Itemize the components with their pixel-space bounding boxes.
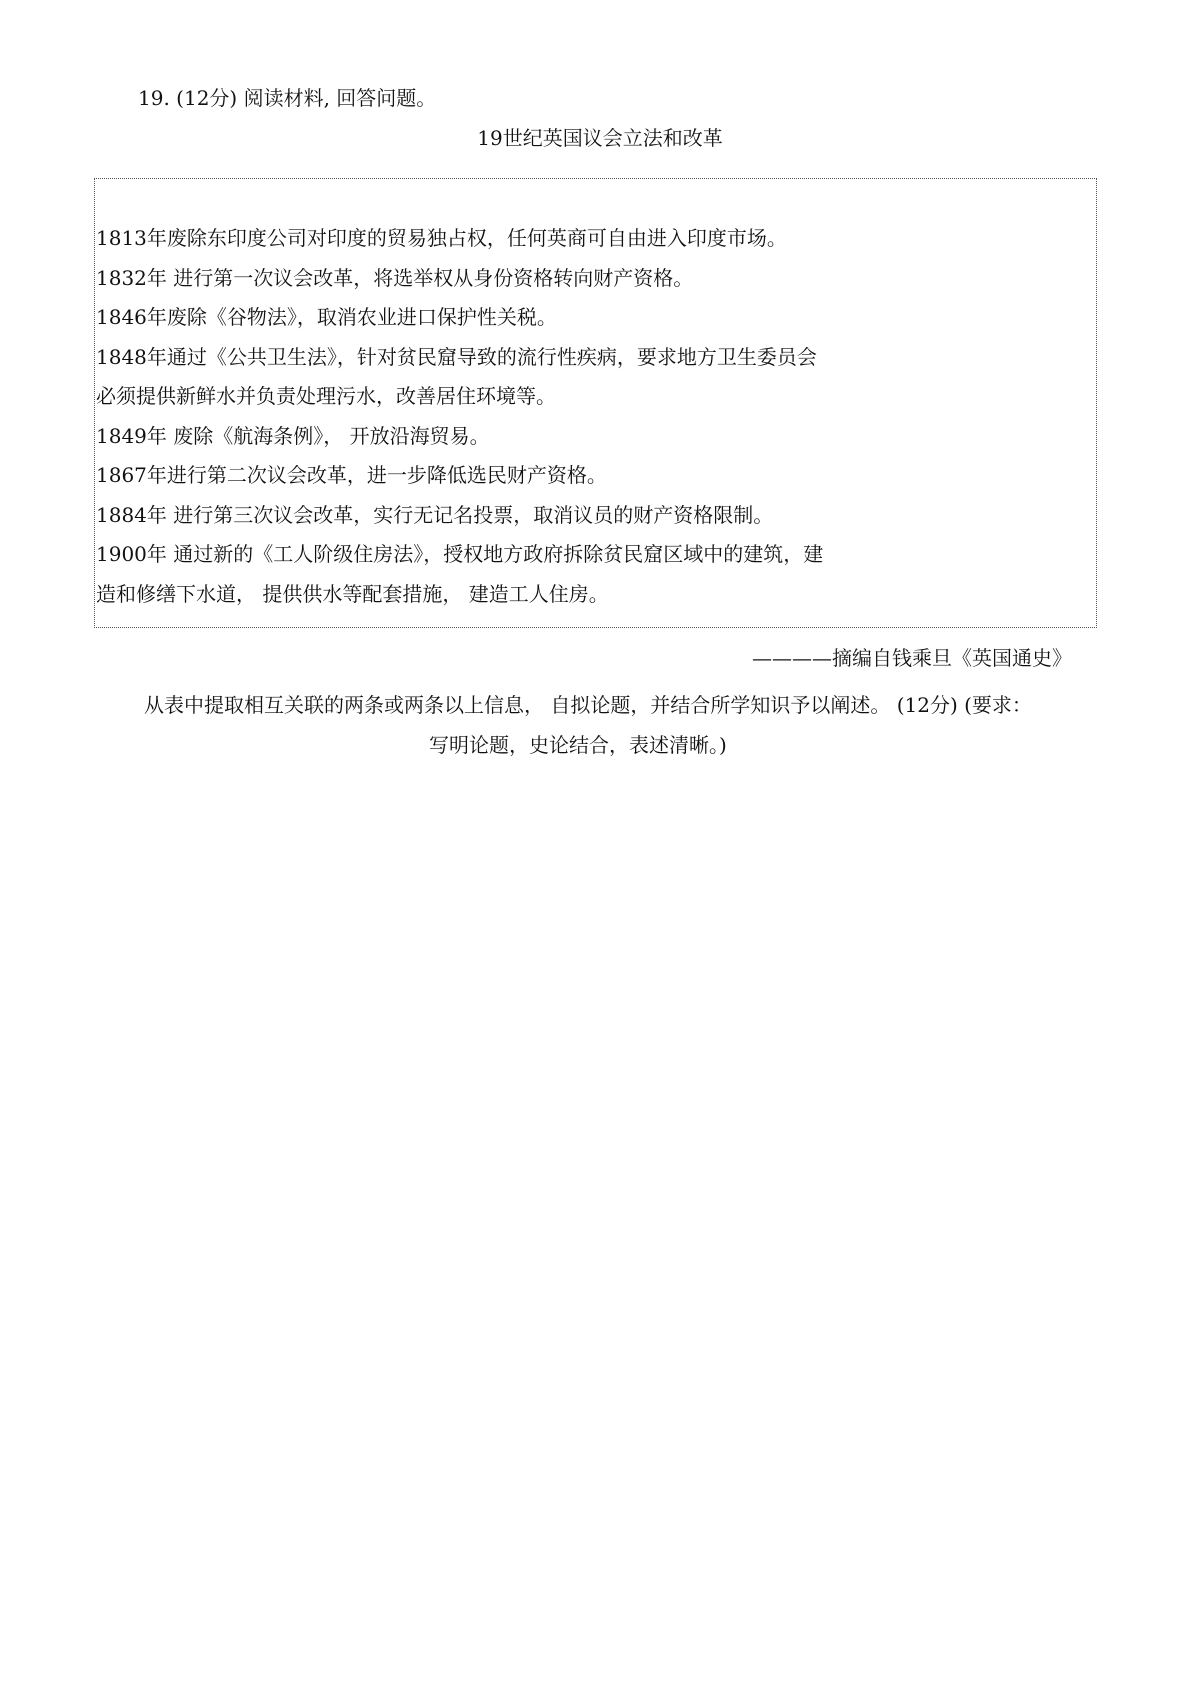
material-line: 1900年 通过新的《工人阶级住房法》，授权地方政府拆除贫民窟区域中的建筑，建 [96,542,824,566]
material-box [94,178,1097,628]
material-lines [95,219,823,614]
material-line: 必须提供新鲜水并负责处理污水，改善居住环境等。 [96,384,556,408]
material-line: 1849年 废除《航海条例》， 开放沿海贸易。 [96,423,490,448]
source-citation: ————摘编自钱乘旦《英国通史》 [752,646,1072,670]
question-prompt [144,685,1088,765]
material-line: 1846年废除《谷物法》，取消农业进口保护性关税。 [96,305,557,329]
material-line: 1884年 进行第三次议会改革，实行无记名投票，取消议员的财产资格限制。 [96,502,774,527]
material-line: 1813年废除东印度公司对印度的贸易独占权，任何英商可自由进入印度市场。 [96,226,787,250]
prompt-line-1: 从表中提取相互关联的两条或两条以上信息， 自拟论题，并结合所学知识予以阐述。 (12分) (要求： [144,693,1032,717]
material-line: 1848年通过《公共卫生法》，针对贫民窟导致的流行性疾病，要求地方卫生委员会 [96,344,817,369]
material-line: 1867年进行第二次议会改革，进一步降低选民财产资格。 [96,463,607,487]
question-header: 19. (12分) 阅读材料, 回答问题。 [138,86,437,110]
material-line: 1832年 进行第一次议会改革，将选举权从身份资格转向财产资格。 [96,265,694,290]
prompt-line-2: 写明论题，史论结合，表述清晰。) [429,733,727,757]
material-line: 造和修缮下水道， 提供供水等配套措施， 建造工人住房。 [96,581,609,606]
material-table-title: 19世纪英国议会立法和改革 [477,126,723,150]
